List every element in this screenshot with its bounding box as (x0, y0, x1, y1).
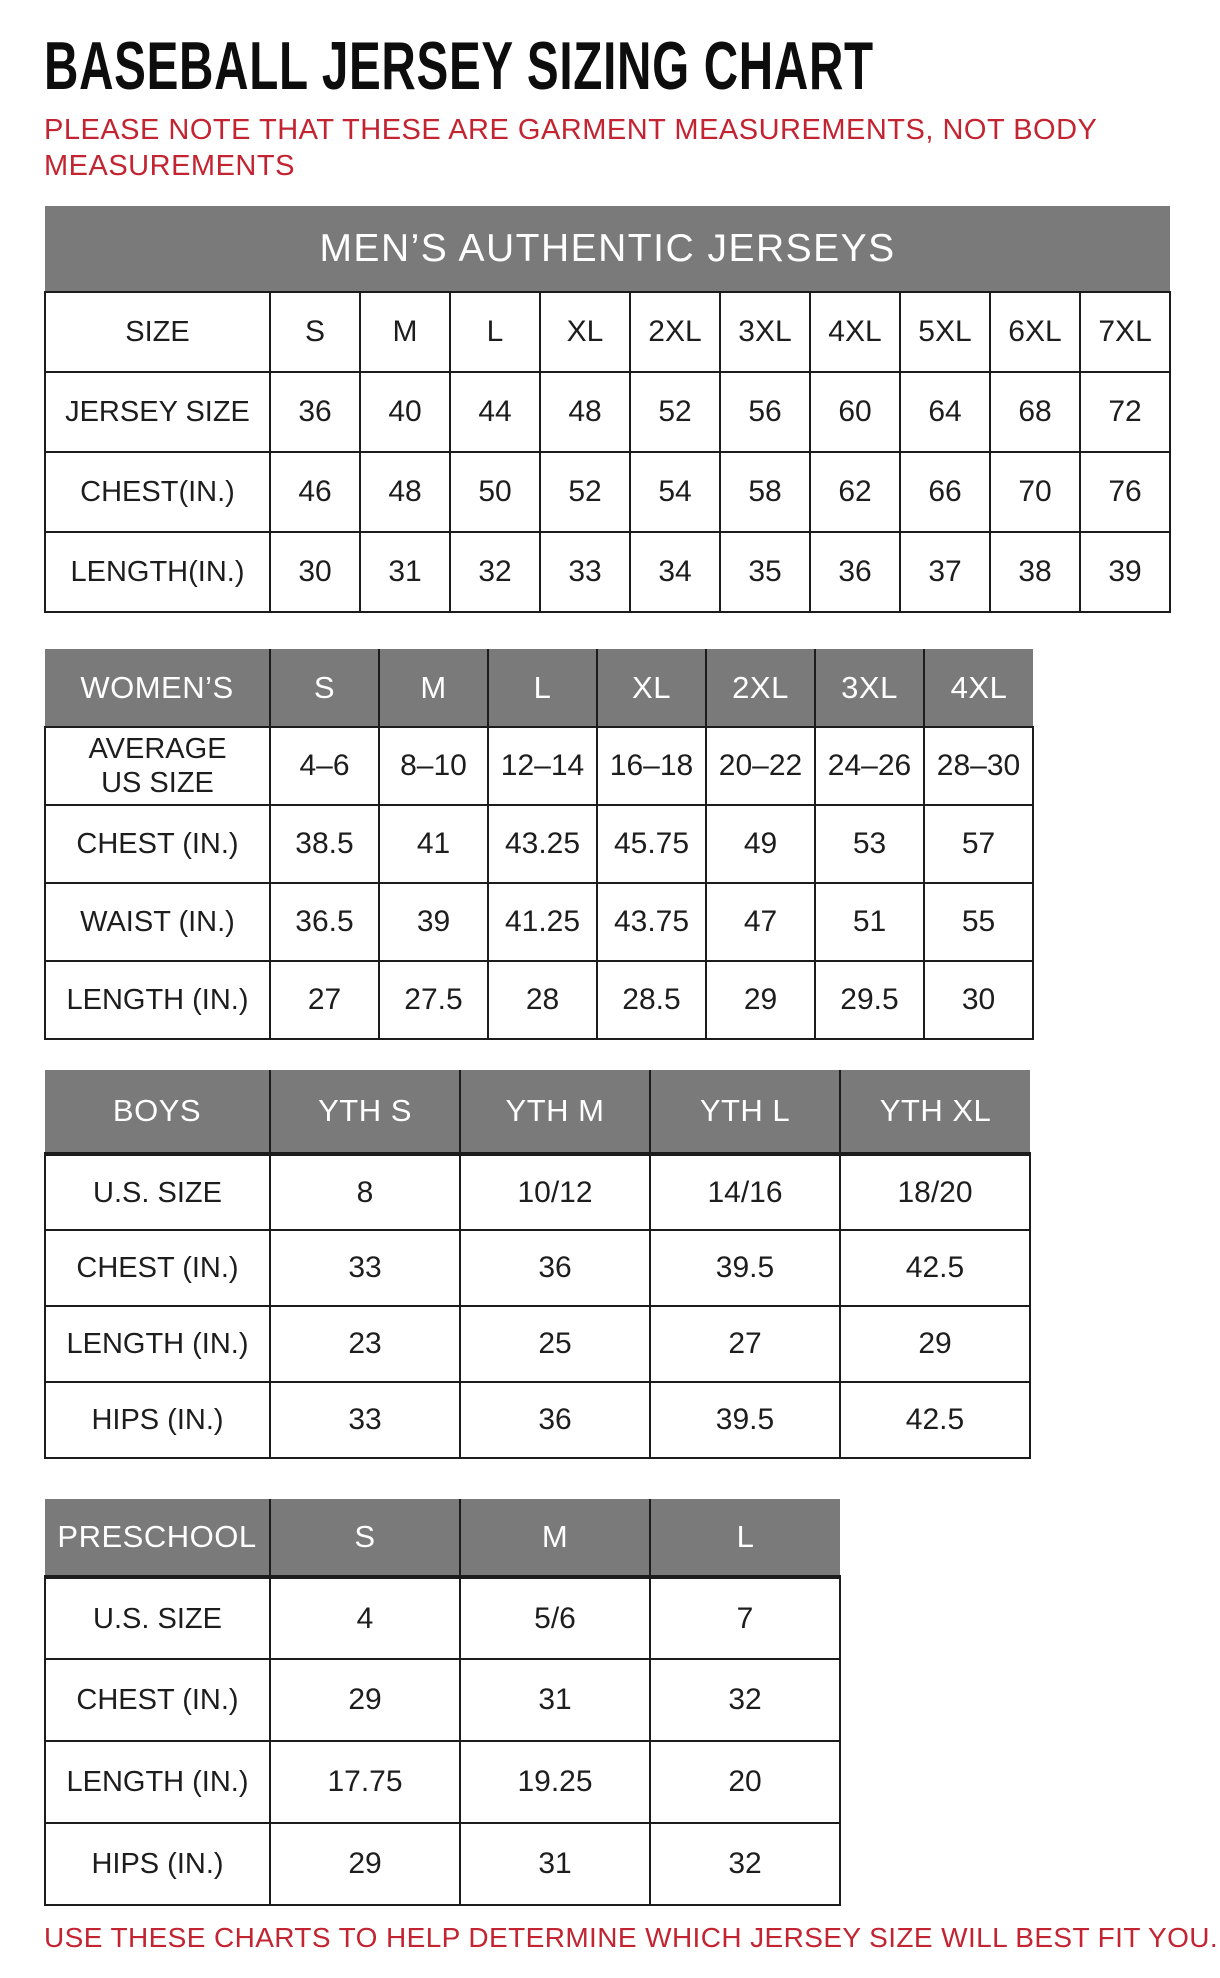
value-cell: 18/20 (840, 1154, 1030, 1230)
value-cell: 33 (540, 532, 630, 612)
value-cell: 27 (650, 1306, 840, 1382)
mens-banner: MEN’S AUTHENTIC JERSEYS (45, 206, 1170, 292)
value-cell: 28 (488, 961, 597, 1039)
column-header: M (379, 649, 488, 727)
value-cell: 70 (990, 452, 1080, 532)
table-row (45, 1382, 1030, 1458)
value-cell: 44 (450, 372, 540, 452)
column-header: L (488, 649, 597, 727)
womens-sizing-table (44, 649, 1176, 1040)
table-row (45, 1823, 840, 1905)
value-cell: 38.5 (270, 805, 379, 883)
boys-sizing-table (44, 1070, 1176, 1459)
value-cell: 39 (379, 883, 488, 961)
value-cell: 6XL (990, 292, 1080, 372)
column-header: M (460, 1499, 650, 1577)
value-cell: 17.75 (270, 1741, 460, 1823)
value-cell: 10/12 (460, 1154, 650, 1230)
value-cell: 31 (360, 532, 450, 612)
value-cell: 8 (270, 1154, 460, 1230)
value-cell: XL (540, 292, 630, 372)
value-cell: 35 (720, 532, 810, 612)
value-cell: 48 (360, 452, 450, 532)
value-cell: 3XL (720, 292, 810, 372)
value-cell: 34 (630, 532, 720, 612)
value-cell: 53 (815, 805, 924, 883)
value-cell: 68 (990, 372, 1080, 452)
table-banner-row (45, 206, 1170, 292)
value-cell: 28–30 (924, 727, 1033, 805)
row-label: CHEST (IN.) (45, 1230, 270, 1306)
row-label: LENGTH (IN.) (45, 1306, 270, 1382)
column-header: YTH L (650, 1070, 840, 1154)
table-row (45, 1154, 1030, 1230)
column-header: XL (597, 649, 706, 727)
boys-table-grid (44, 1070, 1031, 1459)
mens-table-grid (44, 206, 1171, 613)
value-cell: 43.75 (597, 883, 706, 961)
value-cell: 27 (270, 961, 379, 1039)
table-row (45, 372, 1170, 452)
value-cell: 32 (650, 1659, 840, 1741)
page-title (44, 28, 1176, 104)
value-cell: 28.5 (597, 961, 706, 1039)
value-cell: 56 (720, 372, 810, 452)
value-cell: 42.5 (840, 1230, 1030, 1306)
value-cell: 36 (460, 1230, 650, 1306)
value-cell: 52 (630, 372, 720, 452)
value-cell: 36.5 (270, 883, 379, 961)
value-cell: 5/6 (460, 1577, 650, 1659)
value-cell: 12–14 (488, 727, 597, 805)
column-header: S (270, 649, 379, 727)
table-row (45, 452, 1170, 532)
table-header-row (45, 649, 1033, 727)
value-cell: 62 (810, 452, 900, 532)
value-cell: 36 (460, 1382, 650, 1458)
value-cell: 41.25 (488, 883, 597, 961)
row-label: SIZE (45, 292, 270, 372)
table-row (45, 805, 1033, 883)
value-cell: 20 (650, 1741, 840, 1823)
value-cell: 37 (900, 532, 990, 612)
value-cell: 42.5 (840, 1382, 1030, 1458)
value-cell: 7XL (1080, 292, 1170, 372)
garment-measurements-note: PLEASE NOTE THAT THESE ARE GARMENT MEASUREMENTS, NOT BODY MEASUREMENTS (44, 114, 1097, 182)
value-cell: 38 (990, 532, 1080, 612)
value-cell: 55 (924, 883, 1033, 961)
value-cell: 43.25 (488, 805, 597, 883)
row-label: JERSEY SIZE (45, 372, 270, 452)
column-header: 4XL (924, 649, 1033, 727)
value-cell: 64 (900, 372, 990, 452)
value-cell: 23 (270, 1306, 460, 1382)
value-cell: 50 (450, 452, 540, 532)
value-cell: 40 (360, 372, 450, 452)
value-cell: 39.5 (650, 1382, 840, 1458)
value-cell: 33 (270, 1230, 460, 1306)
value-cell: 14/16 (650, 1154, 840, 1230)
row-label: WAIST (IN.) (45, 883, 270, 961)
column-header: S (270, 1499, 460, 1577)
table-row (45, 1741, 840, 1823)
value-cell: 30 (924, 961, 1033, 1039)
value-cell: 30 (270, 532, 360, 612)
value-cell: 54 (630, 452, 720, 532)
row-label: HIPS (IN.) (45, 1823, 270, 1905)
value-cell: 20–22 (706, 727, 815, 805)
value-cell: 4 (270, 1577, 460, 1659)
row-label: U.S. SIZE (45, 1154, 270, 1230)
value-cell: 2XL (630, 292, 720, 372)
table-row (45, 532, 1170, 612)
value-cell: 31 (460, 1823, 650, 1905)
table-header-row (45, 1499, 840, 1577)
womens-table-grid (44, 649, 1034, 1040)
value-cell: 29 (270, 1659, 460, 1741)
column-header: YTH M (460, 1070, 650, 1154)
page-header (44, 28, 1176, 184)
table-row (45, 1577, 840, 1659)
value-cell: 29 (706, 961, 815, 1039)
value-cell: 5XL (900, 292, 990, 372)
preschool-table-grid (44, 1499, 841, 1906)
table-row (45, 727, 1033, 805)
value-cell: 52 (540, 452, 630, 532)
mens-authentic-jerseys-table (44, 206, 1176, 613)
page-footer (44, 1922, 1219, 1954)
value-cell: 46 (270, 452, 360, 532)
value-cell: 36 (810, 532, 900, 612)
value-cell: 4XL (810, 292, 900, 372)
value-cell: L (450, 292, 540, 372)
column-header: L (650, 1499, 840, 1577)
value-cell: 25 (460, 1306, 650, 1382)
table-row (45, 292, 1170, 372)
value-cell: 27.5 (379, 961, 488, 1039)
value-cell: 39.5 (650, 1230, 840, 1306)
value-cell: 45.75 (597, 805, 706, 883)
value-cell: M (360, 292, 450, 372)
value-cell: 7 (650, 1577, 840, 1659)
table-header-label: PRESCHOOL (45, 1499, 270, 1577)
row-label: CHEST (IN.) (45, 1659, 270, 1741)
row-label: U.S. SIZE (45, 1577, 270, 1659)
value-cell: 39 (1080, 532, 1170, 612)
preschool-sizing-table (44, 1499, 1176, 1906)
value-cell: 16–18 (597, 727, 706, 805)
page-title-text: BASEBALL JERSEY SIZING CHART (44, 28, 874, 104)
value-cell: 47 (706, 883, 815, 961)
sizing-charts (44, 206, 1176, 1906)
row-label: LENGTH (IN.) (45, 1741, 270, 1823)
table-row (45, 1230, 1030, 1306)
column-header: 3XL (815, 649, 924, 727)
column-header: YTH S (270, 1070, 460, 1154)
value-cell: 4–6 (270, 727, 379, 805)
value-cell: 29 (270, 1823, 460, 1905)
value-cell: 49 (706, 805, 815, 883)
row-label: CHEST(IN.) (45, 452, 270, 532)
value-cell: 60 (810, 372, 900, 452)
value-cell: 19.25 (460, 1741, 650, 1823)
table-row (45, 883, 1033, 961)
value-cell: 32 (450, 532, 540, 612)
value-cell: 33 (270, 1382, 460, 1458)
value-cell: 8–10 (379, 727, 488, 805)
value-cell: 76 (1080, 452, 1170, 532)
value-cell: 58 (720, 452, 810, 532)
value-cell: 31 (460, 1659, 650, 1741)
table-row (45, 1306, 1030, 1382)
value-cell: 32 (650, 1823, 840, 1905)
table-row (45, 1659, 840, 1741)
column-header: YTH XL (840, 1070, 1030, 1154)
value-cell: 66 (900, 452, 990, 532)
row-label: LENGTH (IN.) (45, 961, 270, 1039)
value-cell: 48 (540, 372, 630, 452)
value-cell: 29.5 (815, 961, 924, 1039)
value-cell: 51 (815, 883, 924, 961)
row-label: CHEST (IN.) (45, 805, 270, 883)
value-cell: 24–26 (815, 727, 924, 805)
table-header-label: WOMEN’S (45, 649, 270, 727)
footer-note: USE THESE CHARTS TO HELP DETERMINE WHICH JERSEY SIZE WILL BEST FIT YOU. (44, 1922, 1219, 1953)
table-header-row (45, 1070, 1030, 1154)
value-cell: 36 (270, 372, 360, 452)
value-cell: 57 (924, 805, 1033, 883)
value-cell: S (270, 292, 360, 372)
row-label: AVERAGE US SIZE (45, 727, 270, 805)
column-header: 2XL (706, 649, 815, 727)
row-label: HIPS (IN.) (45, 1382, 270, 1458)
value-cell: 41 (379, 805, 488, 883)
table-row (45, 961, 1033, 1039)
table-header-label: BOYS (45, 1070, 270, 1154)
value-cell: 72 (1080, 372, 1170, 452)
row-label: LENGTH(IN.) (45, 532, 270, 612)
value-cell: 29 (840, 1306, 1030, 1382)
